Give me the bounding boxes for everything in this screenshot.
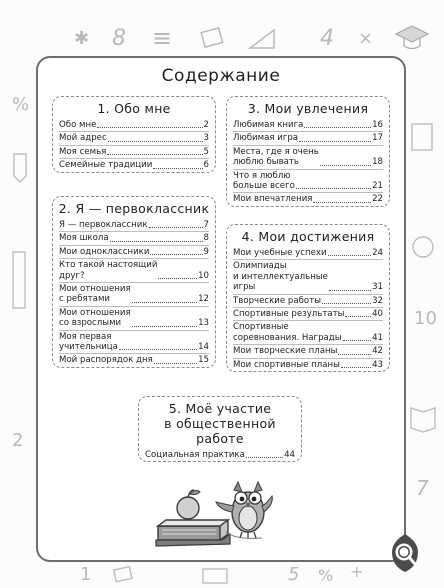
number-two-doodle-icon: 2: [12, 430, 24, 451]
toc-leader-dots: [296, 188, 371, 189]
toc-entry-label: Мои отношения с ребятами: [59, 284, 131, 305]
toc-entry: [59, 219, 209, 232]
number-ten-doodle-icon: 10: [414, 308, 437, 329]
toc-leader-dots: [322, 303, 371, 304]
toc-entry-label: Любимая книга: [233, 120, 304, 130]
toc-entry: [233, 132, 383, 145]
toc-entry-row: [233, 147, 383, 168]
toc-leader-dots: [299, 141, 371, 142]
toc-leader-dots: [345, 316, 371, 317]
toc-entry-page-number: 32: [372, 295, 383, 306]
section-hobbies: [226, 96, 390, 207]
toc-entry-row: [59, 233, 209, 243]
magnifier-icon: [388, 532, 422, 574]
toc-entry-label: Моя первая учительница: [59, 331, 118, 353]
toc-entry-label: Места, где я очень люблю бывать: [233, 146, 319, 168]
toc-entry-page-number: 22: [372, 194, 383, 205]
notebook-doodle-icon: [200, 26, 224, 50]
pencil-doodle-icon: [8, 150, 32, 184]
toc-entry-row: [233, 360, 383, 370]
toc-entry-row: [59, 147, 209, 157]
toc-entry-row: [233, 194, 383, 204]
toc-entry-label: Творческие работы: [233, 295, 321, 306]
section-heading: 4. Мои достижения: [241, 229, 375, 244]
toc-entry: [59, 307, 209, 331]
notebook-bottom-doodle-icon: [200, 566, 230, 586]
number-one-doodle-icon: 1: [80, 564, 92, 585]
toc-entry-label: Я — первоклассник: [59, 220, 148, 230]
toc-entry-row: [59, 284, 209, 305]
toc-entry: [59, 132, 209, 145]
toc-entry-row: [233, 261, 383, 292]
toc-entry-label: Моя школа: [59, 233, 109, 244]
toc-leader-dots: [328, 255, 372, 256]
toc-entry-row: [233, 248, 383, 258]
apple-doodle-icon: [410, 230, 436, 260]
toc-entry-row: [59, 160, 209, 170]
plus-doodle-icon: +: [350, 562, 364, 581]
toc-entry-page-number: 6: [203, 160, 209, 171]
section-heading: 5. Моё участие в общественной работе: [164, 401, 276, 446]
toc-entry-page-number: 16: [372, 120, 383, 130]
toc-leader-dots: [320, 165, 371, 166]
toc-entry-page-number: 31: [372, 282, 383, 293]
toc-entry-label: Что я люблю больше всего: [233, 170, 295, 192]
toc-leader-dots: [119, 349, 197, 350]
toc-entry: [233, 146, 383, 170]
books-doodle-icon: ≡: [152, 24, 173, 52]
toc-entry-label: Мои одноклассники: [59, 246, 150, 257]
toc-entry-page-number: 13: [198, 318, 209, 329]
toc-entry-row: [59, 247, 209, 257]
toc-leader-dots: [341, 367, 371, 368]
toc-entry: [59, 283, 209, 307]
toc-entry-page-number: 42: [372, 346, 383, 357]
toc-leader-dots: [97, 127, 202, 128]
number-four-doodle-icon: 4: [320, 26, 334, 51]
percent-bottom-doodle-icon: %: [318, 566, 334, 585]
toc-entry-row: [233, 120, 383, 130]
toc-entry-label: Обо мне: [59, 120, 97, 130]
book-doodle-icon: [408, 120, 436, 154]
toc-entry-page-number: 43: [372, 359, 383, 370]
toc-entry-row: [233, 322, 383, 343]
toc-leader-dots: [343, 340, 372, 341]
toc-leader-dots: [132, 302, 197, 303]
percent-doodle-icon: %: [12, 94, 30, 115]
toc-entry-label: Мои творческие планы: [233, 346, 338, 357]
toc-entry-page-number: 10: [198, 270, 209, 281]
toc-entry-label: Кто такой настоящий друг?: [59, 260, 158, 281]
toc-entry: [59, 246, 209, 259]
toc-entry-page-number: 2: [203, 120, 209, 130]
toc-entry-row: [59, 260, 209, 281]
toc-leader-dots: [149, 227, 203, 228]
toc-leader-dots: [313, 202, 371, 203]
toc-entry: [233, 193, 383, 205]
toc-entry-page-number: 5: [203, 146, 209, 157]
toc-leader-dots: [158, 278, 197, 279]
toc-entry-row: [59, 308, 209, 329]
toc-leader-dots: [150, 254, 202, 255]
toc-entry: [233, 260, 383, 294]
toc-entry-page-number: 40: [372, 309, 383, 320]
section-achievements: [226, 224, 390, 372]
toc-entry-label: Мой адрес: [59, 133, 107, 144]
toc-entry-row: [59, 120, 209, 130]
toc-entry: [59, 354, 209, 366]
toc-entry-page-number: 41: [372, 332, 383, 343]
section-about-me: [52, 96, 216, 173]
toc-entry-label: Семейные традиции: [59, 160, 153, 171]
toc-entry-page-number: 15: [198, 355, 209, 366]
owl-and-books-illustration: [150, 468, 278, 548]
toc-entry: [233, 119, 383, 132]
section-first-grader: [52, 196, 216, 368]
toc-entry-page-number: 12: [198, 294, 209, 305]
toc-entry-label: Мой распорядок дня: [59, 355, 153, 366]
toc-entry: [59, 259, 209, 283]
toc-entry-row: [233, 346, 383, 356]
toc-entry-page-number: 7: [203, 220, 209, 230]
toc-entry-page-number: 17: [372, 133, 383, 144]
toc-entry-label: Олимпиады и интеллектуальные игры: [233, 261, 328, 293]
toc-entry-label: Спортивные результаты: [233, 309, 345, 320]
toc-entry-label: Моя семья: [59, 146, 107, 157]
toc-entry-row: [145, 450, 295, 460]
toc-entry-page-number: 14: [198, 342, 209, 353]
toc-leader-dots: [110, 241, 203, 242]
open-book-doodle-icon: [408, 400, 438, 434]
page-title: Содержание: [161, 66, 281, 86]
ruler-doodle-icon: [6, 250, 32, 310]
toc-entry: [233, 247, 383, 260]
section-heading: 3. Мои увлечения: [247, 101, 369, 116]
toc-entry-label: Мои впечатления: [233, 194, 313, 205]
graduation-cap-doodle-icon: [392, 20, 432, 54]
toc-leader-dots: [108, 141, 203, 142]
number-five-doodle-icon: 5: [288, 564, 300, 585]
toc-entry: [59, 159, 209, 171]
toc-entry-row: [59, 133, 209, 143]
section-items: [227, 247, 389, 371]
toc-entry-label: Мои отношения со взрослыми: [59, 307, 131, 329]
toc-leader-dots: [154, 363, 197, 364]
toc-entry: [233, 308, 383, 321]
toc-entry: [59, 232, 209, 245]
cross-doodle-icon: ×: [358, 28, 374, 49]
toc-entry-row: [59, 220, 209, 230]
toc-entry-label: Любимая игра: [233, 133, 299, 144]
toc-entry-row: [233, 296, 383, 306]
toc-entry-page-number: 18: [372, 157, 383, 168]
section-heading: 2. Я — первоклассник: [58, 201, 210, 216]
toc-entry-label: Социальная практика: [145, 450, 245, 460]
toc-entry: [233, 321, 383, 345]
toc-entry: [233, 359, 383, 371]
toc-leader-dots: [107, 154, 202, 155]
toc-entry-label: Мои учебные успехи: [233, 248, 327, 258]
toc-entry-page-number: 3: [203, 133, 209, 144]
toc-entry-page-number: 9: [203, 246, 209, 257]
toc-entry-row: [233, 309, 383, 319]
toc-leader-dots: [246, 457, 283, 458]
toc-entry: [233, 170, 383, 194]
section-items: [139, 449, 301, 461]
toc-leader-dots: [132, 326, 197, 327]
ruler-triangle-doodle-icon: [248, 26, 278, 52]
toc-entry: [233, 345, 383, 358]
toc-entry: [233, 295, 383, 308]
toc-entry: [145, 449, 295, 461]
paw-doodle-icon: ✱: [74, 28, 90, 49]
toc-leader-dots: [304, 127, 371, 128]
toc-entry-page-number: 21: [372, 181, 383, 192]
section-items: [53, 119, 215, 172]
toc-leader-dots: [329, 290, 371, 291]
section-items: [227, 119, 389, 206]
toc-leader-dots: [338, 354, 371, 355]
toc-entry-row: [233, 171, 383, 192]
toc-entry-page-number: 24: [372, 248, 383, 258]
section-heading: 1. Обо мне: [97, 101, 171, 116]
number-seven-doodle-icon: 7: [416, 476, 429, 500]
section-items: [53, 219, 215, 367]
toc-entry-page-number: 8: [203, 233, 209, 244]
toc-entry-row: [233, 133, 383, 143]
toc-entry-label: Спортивные соревнования. Награды: [233, 322, 342, 343]
number-eight-doodle-icon: 8: [112, 26, 126, 51]
toc-entry-label: Мои спортивные планы: [233, 359, 340, 370]
eraser-doodle-icon: [112, 564, 136, 586]
toc-entry-row: [59, 332, 209, 353]
toc-entry: [59, 331, 209, 355]
toc-entry: [59, 119, 209, 132]
toc-entry-page-number: 44: [284, 450, 295, 460]
toc-leader-dots: [153, 168, 202, 169]
section-social-work: [138, 396, 302, 462]
toc-entry: [59, 146, 209, 159]
toc-entry-row: [59, 355, 209, 365]
